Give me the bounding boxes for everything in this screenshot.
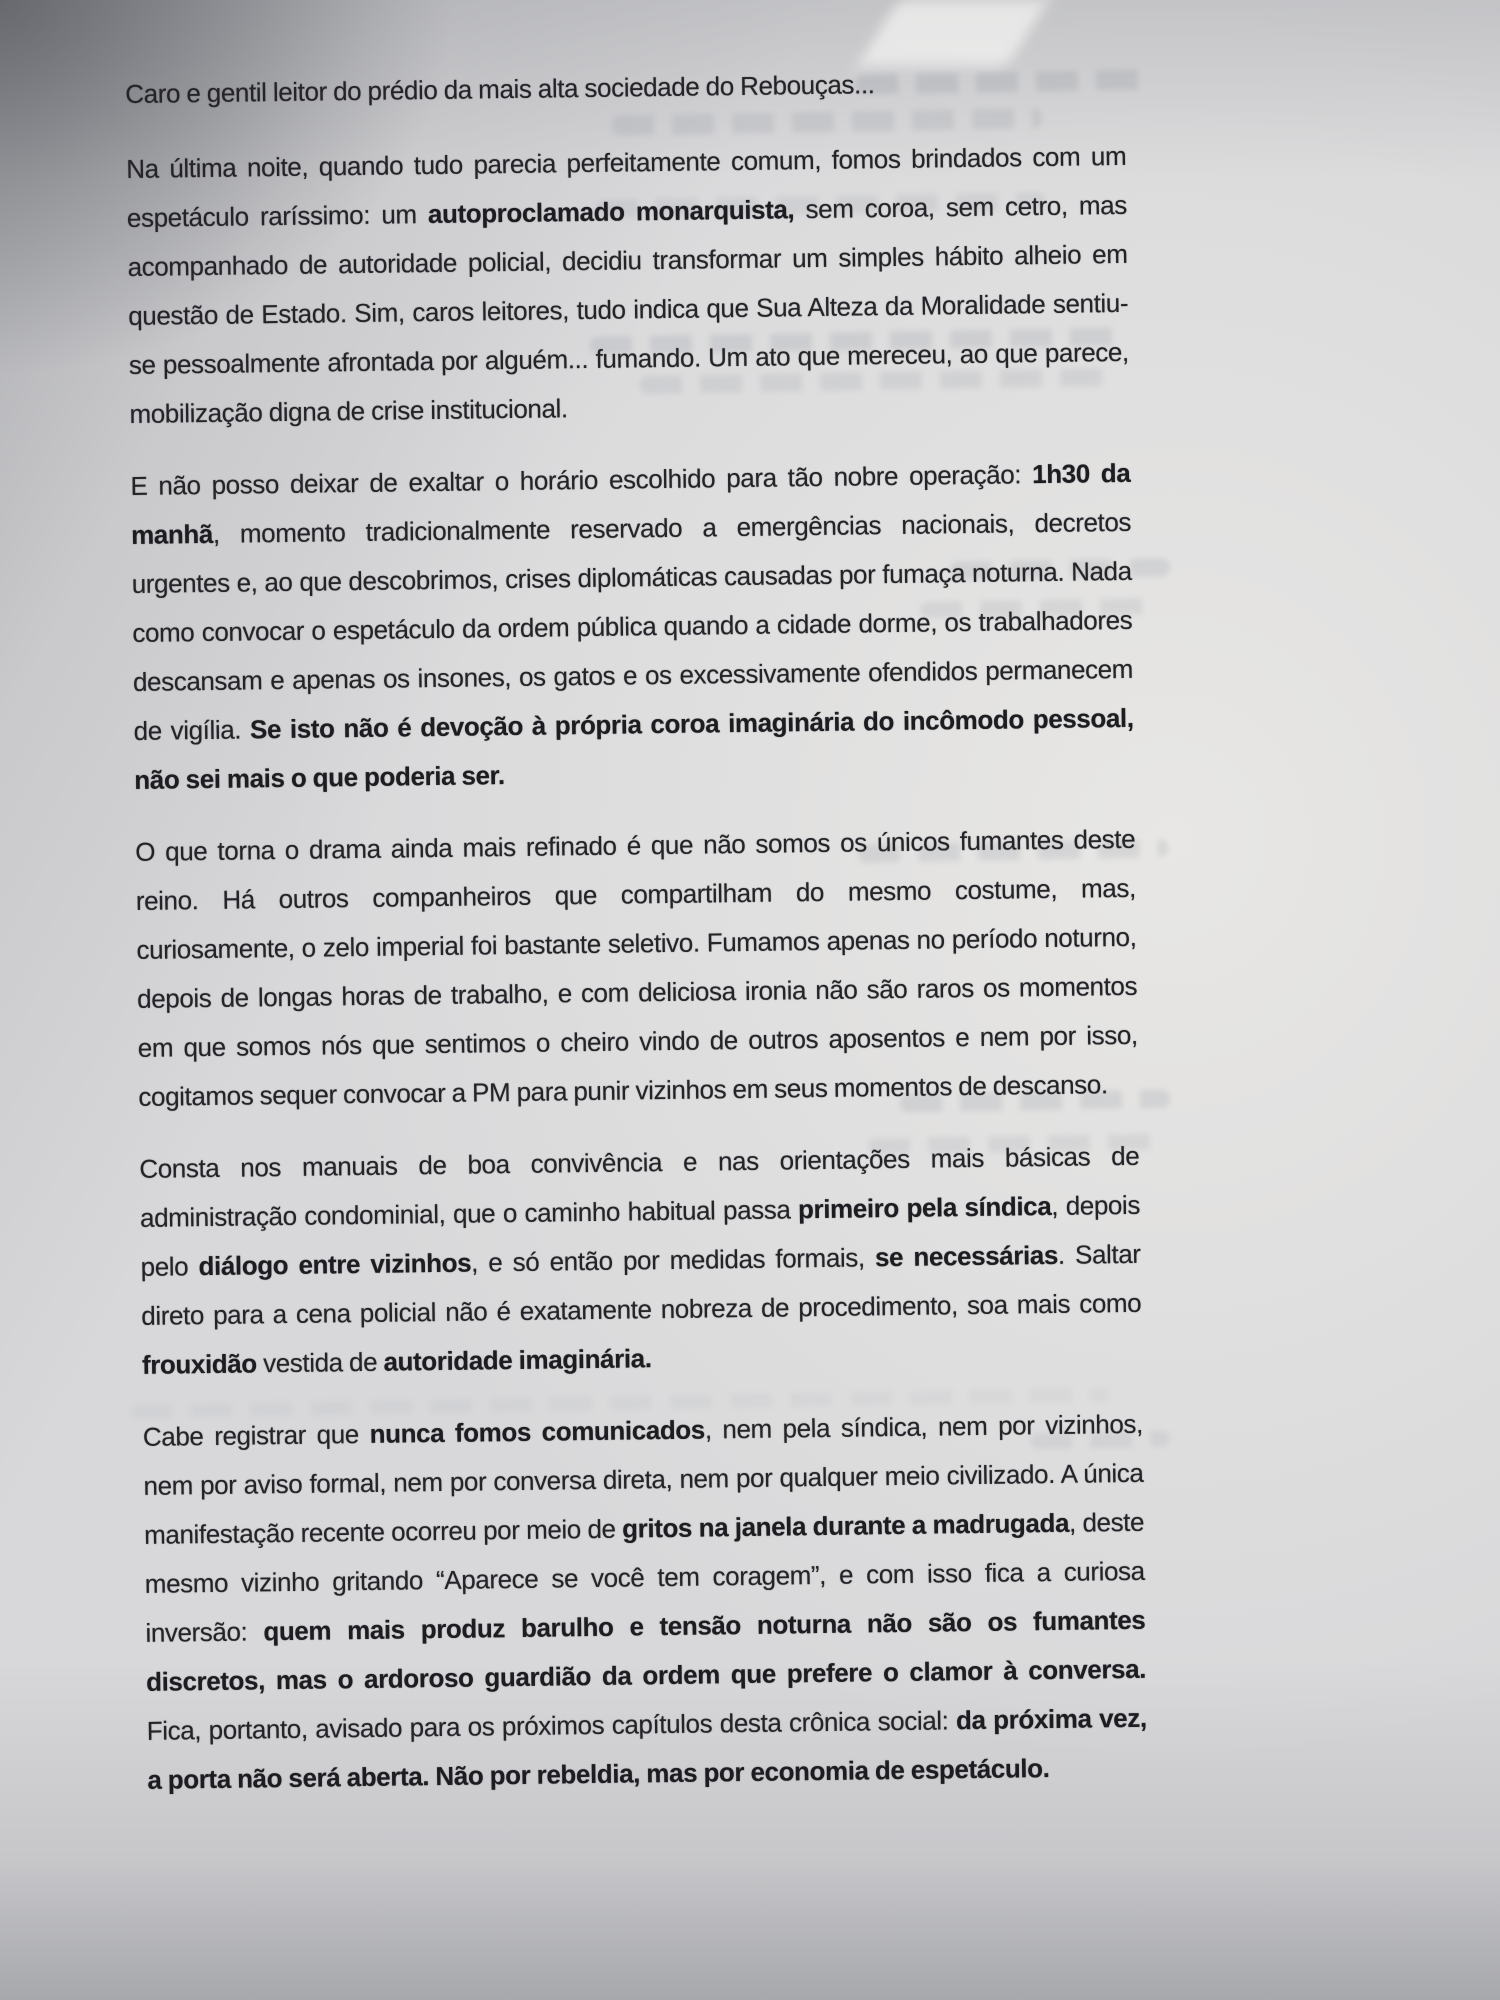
text-run: Fica, portanto, avisado para os próximos capítulos desta crônica social:: [146, 1705, 957, 1746]
text-run-bold: 1h30 da manhã: [130, 457, 1131, 550]
text-run-bold: da próxima vez, a porta não será aberta. Não por rebeldia, mas por economia de espetáculo.: [147, 1702, 1147, 1795]
text-run: , deste mesmo vizinho gritando “Aparece se você tem coragem”, e com isso fica a curiosa inversão:: [144, 1506, 1145, 1648]
paragraph-2: [130, 449, 1134, 805]
text-run: , momento tradicionalmente reservado a emergências nacionais, decretos urgentes e, ao que descobrimos, crises diplomáticas causadas por fumaça noturna. Nada como convocar o espetáculo da ordem pública quando a cidade dorme, os trabalhadores descansam e apenas os insones, os gatos e os excessivamente ofendidos permanecem de vigília.: [131, 506, 1134, 746]
text-run-bold: autoproclamado monarquista,: [427, 194, 795, 230]
text-run-bold: diálogo entre vizinhos: [198, 1247, 472, 1282]
text-run: , nem pela síndica, nem por vizinhos, nem por aviso formal, nem por conversa direta, nem por qualquer meio civilizado. A única manifestação recente ocorreu por meio de: [143, 1408, 1144, 1550]
text-run: sem coroa, sem cetro, mas acompanhado de autoridade policial, decidiu transformar um simples hábito alheio em questão de Estado. Sim, caros leitores, tudo indica que Sua Alteza da Moralidade sentiu-se pessoalmente afrontada por alguém... fumando. Um ato que mereceu, ao que parece, mobilização digna de crise institucional.: [127, 189, 1129, 429]
text-run-bold: frouxidão: [141, 1348, 257, 1380]
text-run: vestida de: [256, 1346, 384, 1379]
text-run: O que torna o drama ainda mais refinado é que não somos os únicos fumantes deste reino. Há outros companheiros que compartilham do mesmo costume, mas, curiosamente, o zelo imperial foi bastante seletivo. Fumamos apenas no período noturno, depois de longas horas de trabalho, e com deliciosa ironia não são raros os momentos em que somos nós que sentimos o cheiro vindo de outros aposentos e nem por isso, cogitamos sequer convocar a PM para punir vizinhos em seus momentos de descanso.: [135, 823, 1138, 1112]
paragraph-4: [139, 1132, 1142, 1390]
text-run: . Saltar direto para a cena policial não é exatamente nobreza de procedimento, soa mais como: [141, 1238, 1142, 1331]
paragraph-5: [143, 1400, 1148, 1805]
text-run: Na última noite, quando tudo parecia perfeitamente comum, fomos brindados com um espetáculo raríssimo: um: [126, 140, 1127, 233]
paragraph-3: [135, 815, 1139, 1122]
text-run: , depois pelo: [140, 1189, 1141, 1282]
paragraph-1: [126, 132, 1130, 439]
text-run-bold: gritos na janela durante a madrugada: [621, 1507, 1070, 1544]
text-run: , e só então por medidas formais,: [470, 1242, 876, 1278]
text-run-bold: se necessárias: [874, 1239, 1059, 1273]
text-run-bold: quem mais produz barulho e tensão noturna não são os fumantes discretos, mas o ardoroso guardião da ordem que prefere o clamor à conversa.: [145, 1604, 1147, 1697]
text-run: Cabe registrar que: [142, 1418, 370, 1452]
text-run-bold: primeiro pela síndica: [797, 1190, 1052, 1225]
text-run: Caro e gentil leitor do prédio da mais alta sociedade do Rebouças...: [125, 69, 875, 109]
text-run: Consta nos manuais de boa convivência e nas orientações mais básicas de administração condominial, que o caminho habitual passa: [139, 1140, 1140, 1233]
text-run-bold: Se isto não é devoção à própria coroa imaginária do incômodo pessoal, não sei mais o que poderia ser.: [134, 702, 1134, 795]
paper-fold-highlight: [857, 0, 1048, 66]
letter-text-block: [125, 57, 1148, 1828]
salutation: [125, 57, 1126, 119]
text-run-bold: nunca fomos comunicados: [369, 1414, 706, 1449]
text-run: E não posso deixar de exaltar o horário escolhido para tão nobre operação:: [130, 459, 1033, 501]
text-run-bold: autoridade imaginária.: [383, 1343, 652, 1377]
